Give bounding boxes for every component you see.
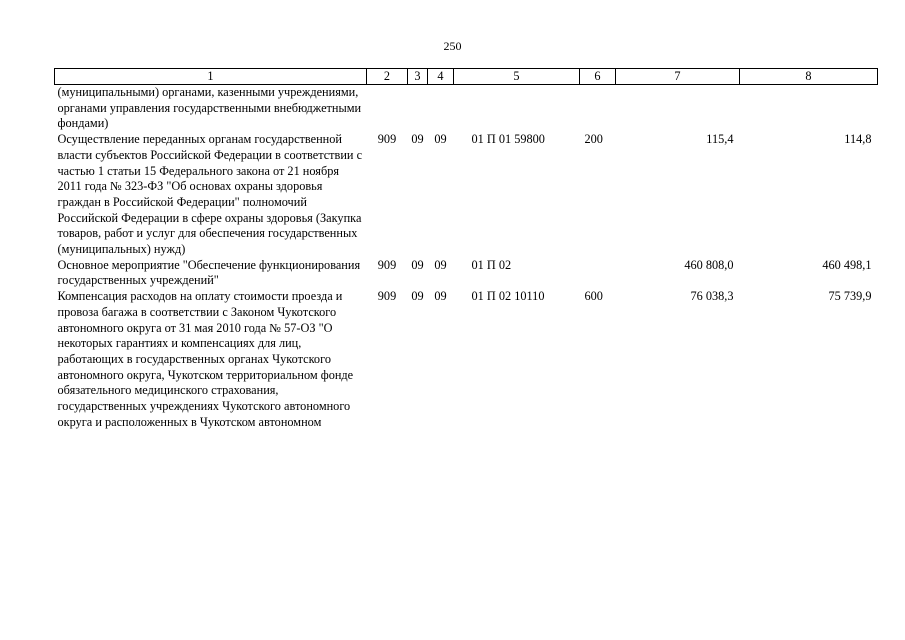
row-subsection: 09: [434, 257, 447, 272]
row-expense-type: [580, 258, 616, 289]
row-section: 09: [411, 289, 424, 304]
column-header-1: 1: [55, 69, 367, 85]
row-amount-1: 76 038,3: [690, 289, 734, 304]
row-amount-2: 114,8: [844, 132, 872, 147]
row-section: 09: [411, 257, 424, 272]
row-expense-type: 600: [584, 289, 603, 304]
column-header-7: 7: [616, 69, 740, 85]
row-ministry-code: [367, 85, 408, 133]
column-header-8: 8: [740, 69, 878, 85]
column-header-6: 6: [580, 69, 616, 85]
row-expense-type: [580, 85, 616, 133]
table-row: [55, 85, 878, 133]
table-row: [55, 289, 878, 430]
row-ministry-code: 909: [377, 132, 397, 147]
row-subsection: 09: [434, 132, 447, 147]
table-row: [55, 258, 878, 289]
row-target-code: [454, 85, 580, 133]
row-name: (муниципальными) органами, казенными учреждениями, органами управления государственными внебюджетными фондами): [57, 85, 362, 131]
row-subsection: 09: [434, 289, 447, 304]
row-expense-type: 200: [584, 132, 603, 147]
row-amount-2: 75 739,9: [828, 289, 872, 304]
row-amount-1: [616, 85, 740, 133]
row-name: Основное мероприятие "Обеспечение функционирования государственных учреждений": [57, 257, 361, 288]
row-ministry-code: 909: [377, 257, 397, 272]
column-header-5: 5: [454, 69, 580, 85]
column-header-4: 4: [428, 69, 454, 85]
row-amount-1: 115,4: [706, 132, 734, 147]
row-target-code: 01 П 02 10110: [471, 289, 545, 304]
table-row: [55, 132, 878, 258]
row-amount-1: 460 808,0: [684, 257, 734, 272]
header-row: [55, 69, 878, 85]
row-target-code: 01 П 02: [471, 257, 512, 272]
page-number: 250: [443, 39, 462, 53]
row-name: Осуществление переданных органам государственной власти субъектов Российской Федерации в соответствии с частью 1 статьи 15 Федерального закона от 21 ноября 2011 года № 323-ФЗ "Об основах охраны здоровья граждан в Российской Федерации" полномочий Российской Федерации в сфере охраны здоровья (Закупка товаров, работ и услуг для обеспечения государственных (муниципальных) нужд): [57, 132, 363, 257]
budget-table: [54, 68, 878, 430]
row-section: [408, 85, 428, 133]
column-header-2: 2: [367, 69, 408, 85]
row-amount-2: [740, 85, 878, 133]
row-name: Компенсация расходов на оплату стоимости проезда и провоза багажа в соответствии с Законом Чукотского автономного округа от 31 мая 2010 года № 57-ОЗ "О некоторых гарантиях и компенсациях для лиц, работающих в государственных органах Чукотского автономного округа, Чукотском территориальном фонде обязательного медицинского страхования, государственных учреждениях Чукотского автономного округа и расположенных в Чукотском автономном: [57, 289, 354, 429]
row-section: 09: [411, 132, 424, 147]
column-header-3: 3: [408, 69, 428, 85]
row-amount-2: 460 498,1: [822, 257, 872, 272]
row-subsection: [428, 85, 454, 133]
row-target-code: 01 П 01 59800: [471, 132, 545, 147]
row-ministry-code: 909: [377, 289, 397, 304]
